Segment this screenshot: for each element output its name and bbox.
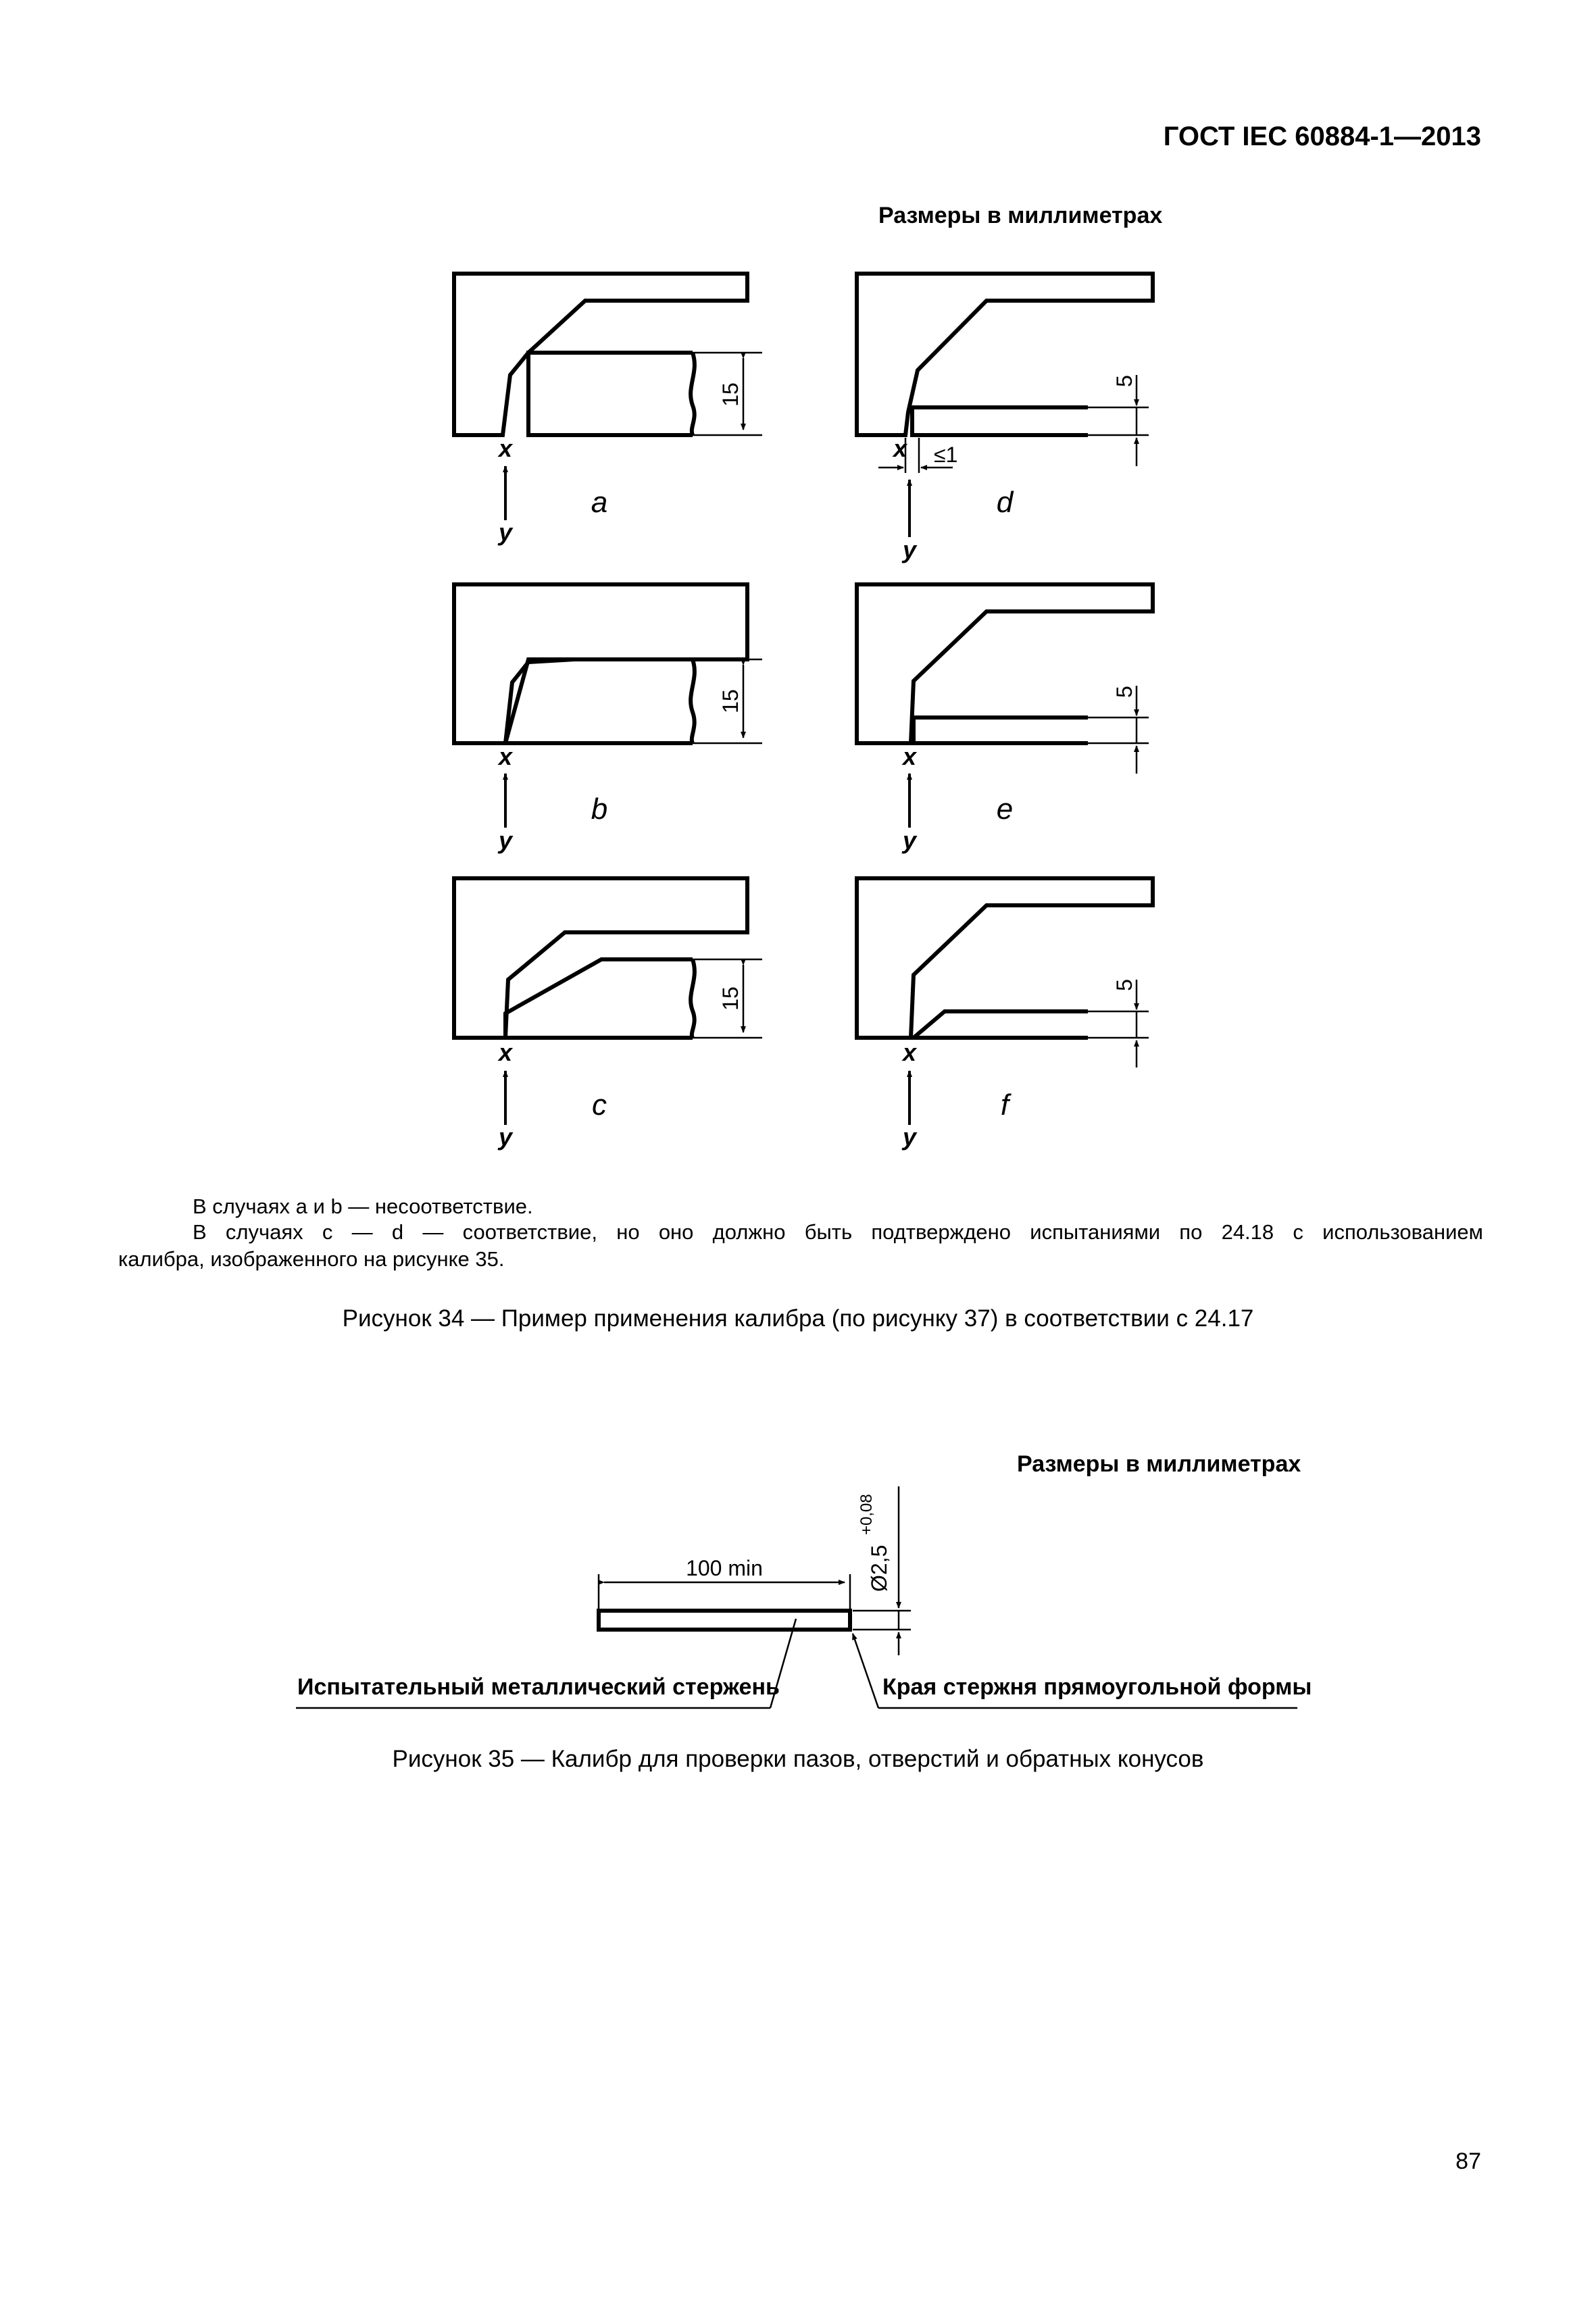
panel-a-label: a	[591, 486, 608, 519]
panel-b-dim: 15	[718, 689, 743, 713]
rod-diameter-dim: Ø2,5	[867, 1544, 891, 1592]
panel-f-label: f	[1000, 1088, 1009, 1122]
panel-c-dim: 15	[718, 986, 743, 1011]
panel-c-x: x	[498, 1038, 513, 1066]
panel-d-x: x	[893, 434, 907, 462]
panel-d-dim: 5	[1112, 375, 1137, 387]
figure35-caption: Рисунок 35 — Калибр для проверки пазов, отверстий и обратных конусов	[392, 1746, 1204, 1772]
panel-c-y: y	[498, 1123, 513, 1151]
panel-c-label: c	[592, 1088, 607, 1122]
panel-e-y: y	[902, 826, 917, 854]
panel-e-x: x	[902, 743, 917, 770]
figure34-note-3: калибра, изображенного на рисунке 35.	[118, 1247, 505, 1271]
rod-label-right: Края стержня прямоугольной формы	[882, 1674, 1312, 1700]
panel-b-x: x	[498, 743, 513, 770]
panel-f-x: x	[902, 1038, 917, 1066]
panel-e-drawing	[857, 584, 1153, 743]
panel-d-y: y	[902, 536, 917, 563]
panel-e-dim: 5	[1112, 686, 1137, 698]
panel-a-drawing	[454, 274, 747, 435]
test-rod	[599, 1611, 850, 1630]
panel-f-drawing	[857, 878, 1153, 1038]
panel-d-tolerance: ≤1	[934, 443, 958, 467]
panel-d-drawing	[857, 274, 1153, 435]
rod-diameter-tol: +0,08	[857, 1494, 876, 1535]
panel-f-dim: 5	[1112, 979, 1137, 991]
figure34-caption: Рисунок 34 — Пример применения калибра (по рисунку 37) в соответствии с 24.17	[342, 1305, 1254, 1332]
figure34-note-2: В случаях c — d — соответствие, но оно должно быть подтверждено испытаниями по 24.18 с использованием	[193, 1220, 1483, 1244]
panel-a-x: x	[498, 434, 513, 462]
figure34-units-note: Размеры в миллиметрах	[878, 203, 1163, 228]
figure35-units-note: Размеры в миллиметрах	[1017, 1451, 1301, 1477]
figure35-drawing	[0, 1453, 1596, 1723]
panel-b-label: b	[591, 793, 608, 826]
panel-b-drawing	[454, 584, 747, 743]
panel-e-label: e	[996, 793, 1014, 826]
document-header: ГОСТ IEC 60884-1—2013	[1163, 122, 1481, 151]
figure34-note-1: В случаях a и b — несоответствие.	[193, 1194, 533, 1218]
rod-label-left: Испытательный металлический стержень	[297, 1674, 780, 1700]
page-number: 87	[1455, 2148, 1481, 2174]
panel-a-dim: 15	[718, 382, 743, 407]
panel-b-y: y	[498, 826, 513, 854]
rod-length-dim: 100 min	[686, 1556, 763, 1580]
panel-a-y: y	[498, 518, 513, 546]
panel-d-label: d	[996, 486, 1014, 519]
panel-c-drawing	[454, 878, 747, 1038]
panel-f-y: y	[902, 1123, 917, 1151]
